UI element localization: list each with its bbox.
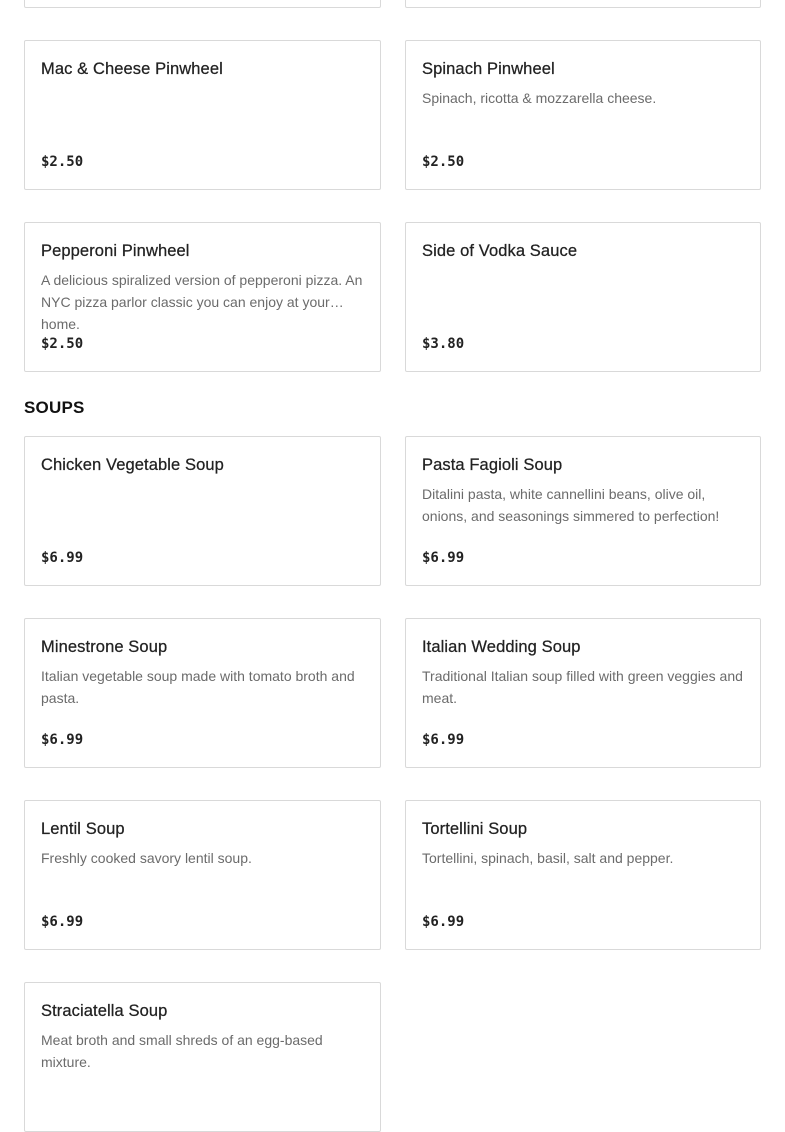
menu-item-price: $6.99 bbox=[422, 914, 465, 930]
menu-item-name: Tortellini Soup bbox=[422, 820, 528, 838]
menu-item-card[interactable] bbox=[405, 436, 761, 586]
menu-item-price: $6.99 bbox=[41, 914, 84, 930]
menu-item-card-partial[interactable] bbox=[405, 0, 761, 8]
menu-item-card[interactable] bbox=[405, 40, 761, 190]
menu-item-name: Chicken Vegetable Soup bbox=[41, 456, 224, 474]
menu-item-name: Pepperoni Pinwheel bbox=[41, 242, 190, 260]
menu-item-card[interactable] bbox=[24, 40, 381, 190]
menu-item-description: Traditional Italian soup filled with green veggies and meat. bbox=[422, 668, 743, 706]
menu-item-name: Italian Wedding Soup bbox=[422, 638, 581, 656]
menu-item-card[interactable] bbox=[405, 618, 761, 768]
menu-item-card[interactable] bbox=[24, 982, 381, 1132]
menu-item-card[interactable] bbox=[24, 618, 381, 768]
menu-item-name: Spinach Pinwheel bbox=[422, 60, 555, 78]
menu-item-description: Italian vegetable soup made with tomato broth and pasta. bbox=[41, 668, 355, 706]
menu-item-card[interactable] bbox=[24, 800, 381, 950]
menu-item-description: Freshly cooked savory lentil soup. bbox=[41, 850, 252, 866]
menu-item-price: $6.99 bbox=[422, 550, 465, 566]
menu-item-description: A delicious spiralized version of pepperoni pizza. An NYC pizza parlor classic you can enjoy at your home. bbox=[41, 272, 363, 332]
menu-item-price: $6.99 bbox=[41, 550, 84, 566]
menu-item-card[interactable] bbox=[24, 222, 381, 372]
menu-item-name: Straciatella Soup bbox=[41, 1002, 168, 1020]
menu-item-name: Lentil Soup bbox=[41, 820, 125, 838]
menu-item-price: $3.80 bbox=[422, 336, 465, 352]
menu-item-name: Mac & Cheese Pinwheel bbox=[41, 60, 223, 78]
menu-item-price: $6.99 bbox=[422, 732, 465, 748]
menu-item-card-partial[interactable] bbox=[24, 0, 381, 8]
menu-item-price: $2.50 bbox=[41, 336, 84, 352]
menu-item-card[interactable] bbox=[405, 222, 761, 372]
menu-item-description: Tortellini, spinach, basil, salt and pepper. bbox=[422, 850, 674, 866]
menu-item-name: Minestrone Soup bbox=[41, 638, 168, 656]
menu-item-price: $6.99 bbox=[41, 732, 84, 748]
menu-item-card[interactable] bbox=[405, 800, 761, 950]
menu-item-price: $2.50 bbox=[422, 154, 465, 170]
menu-item-description: Meat broth and small shreds of an egg-based mixture. bbox=[41, 1032, 323, 1070]
menu-item-card[interactable] bbox=[24, 436, 381, 586]
menu-item-price: $2.50 bbox=[41, 154, 84, 170]
section-title-soups: SOUPS bbox=[24, 398, 85, 417]
menu-item-description: Spinach, ricotta & mozzarella cheese. bbox=[422, 90, 657, 106]
menu-item-name: Side of Vodka Sauce bbox=[422, 242, 578, 260]
menu-item-description: Ditalini pasta, white cannellini beans, olive oil, onions, and seasonings simmered to perfection! bbox=[422, 486, 720, 524]
menu-item-name: Pasta Fagioli Soup bbox=[422, 456, 563, 474]
